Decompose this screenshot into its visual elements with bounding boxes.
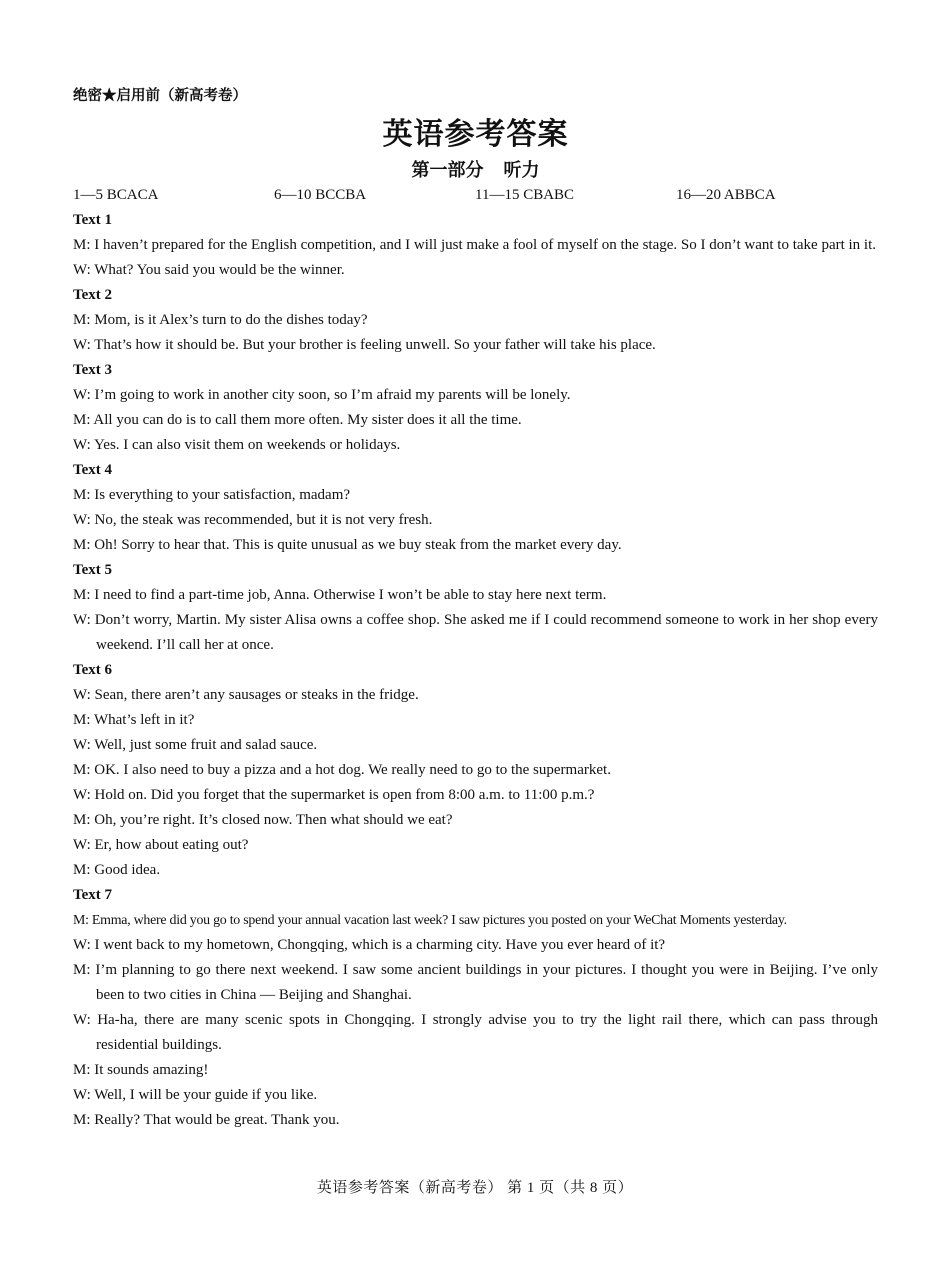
dialogue-line: W: That’s how it should be. But your brother is feeling unwell. So your father will take his place. xyxy=(73,337,656,353)
answer-page xyxy=(73,84,878,1133)
text-heading: Text 3 xyxy=(73,362,113,378)
page-footer: 英语参考答案（新高考卷） 第 1 页（共 8 页） xyxy=(316,1180,634,1196)
text-heading: Text 7 xyxy=(73,887,113,903)
dialogue-line: W: Ha-ha, there are many scenic spots in Chongqing. I strongly advise you to try the light rail there, which can pass through residential buildings. xyxy=(73,1012,878,1053)
dialogue-line: M: What’s left in it? xyxy=(73,712,195,728)
dialogue-line: M: OK. I also need to buy a pizza and a hot dog. We really need to go to the supermarket. xyxy=(73,762,611,778)
dialogue-line: W: Yes. I can also visit them on weekends or holidays. xyxy=(73,437,401,453)
answer-group: 1—5 BCACA xyxy=(73,187,159,203)
dialogue-line: W: I went back to my hometown, Chongqing, which is a charming city. Have you ever heard of it? xyxy=(73,937,666,953)
text-heading: Text 2 xyxy=(73,287,113,303)
text-heading: Text 1 xyxy=(73,212,113,228)
dialogue-line: M: Good idea. xyxy=(73,862,161,878)
section-title xyxy=(73,157,878,183)
dialogue-line: W: Er, how about eating out? xyxy=(73,837,249,853)
dialogue-line: W: Don’t worry, Martin. My sister Alisa owns a coffee shop. She asked me if I could recommend someone to work in her shop every weekend. I’ll call her at once. xyxy=(73,612,878,653)
dialogue-line: M: Really? That would be great. Thank you. xyxy=(73,1112,340,1128)
dialogue-line: M: Mom, is it Alex’s turn to do the dishes today? xyxy=(73,312,368,328)
dialogue-line: M: Oh! Sorry to hear that. This is quite unusual as we buy steak from the market every day. xyxy=(73,537,622,553)
answer-group: 16—20 ABBCA xyxy=(676,187,776,203)
text-heading: Text 4 xyxy=(73,462,113,478)
section-part-name: 听力 xyxy=(503,160,540,180)
dialogue-line: M: I’m planning to go there next weekend. I saw some ancient buildings in your pictures. I thought you were in Beijing. I’ve only been to two cities in China — Beijing and Shanghai. xyxy=(73,962,878,1003)
text-heading: Text 5 xyxy=(73,562,113,578)
page-title: 英语参考答案 xyxy=(382,118,569,151)
dialogue-line: W: What? You said you would be the winner. xyxy=(73,262,345,278)
answer-key-row xyxy=(73,183,878,208)
dialogue-line: M: Is everything to your satisfaction, madam? xyxy=(73,487,351,503)
dialogue-line: M: Emma, where did you go to spend your annual vacation last week? I saw pictures you posted on your WeChat Moments yesterday. xyxy=(73,913,787,928)
dialogue-line: W: Well, I will be your guide if you like. xyxy=(73,1087,318,1103)
answer-group: 11—15 CBABC xyxy=(475,187,575,203)
dialogue-line: M: I haven’t prepared for the English competition, and I will just make a fool of myself on the stage. So I don’t want to take part in it. xyxy=(73,237,877,253)
section-part-label: 第一部分 xyxy=(411,160,484,180)
dialogue-line: W: Sean, there aren’t any sausages or steaks in the fridge. xyxy=(73,687,419,703)
answer-group: 6—10 BCCBA xyxy=(274,187,367,203)
dialogue-line: M: Oh, you’re right. It’s closed now. Then what should we eat? xyxy=(73,812,453,828)
confidential-label: 绝密★启用前（新高考卷） xyxy=(73,88,247,104)
dialogue-line: M: All you can do is to call them more often. My sister does it all the time. xyxy=(73,412,522,428)
dialogue-line: M: It sounds amazing! xyxy=(73,1062,209,1078)
dialogue-line: W: No, the steak was recommended, but it is not very fresh. xyxy=(73,512,433,528)
text-heading: Text 6 xyxy=(73,662,113,678)
dialogue-line: W: I’m going to work in another city soon, so I’m afraid my parents will be lonely. xyxy=(73,387,571,403)
dialogue-line: M: I need to find a part-time job, Anna. Otherwise I won’t be able to stay here next term. xyxy=(73,587,607,603)
dialogue-line: W: Hold on. Did you forget that the supermarket is open from 8:00 a.m. to 11:00 p.m.? xyxy=(73,787,595,803)
dialogue-line: W: Well, just some fruit and salad sauce. xyxy=(73,737,318,753)
